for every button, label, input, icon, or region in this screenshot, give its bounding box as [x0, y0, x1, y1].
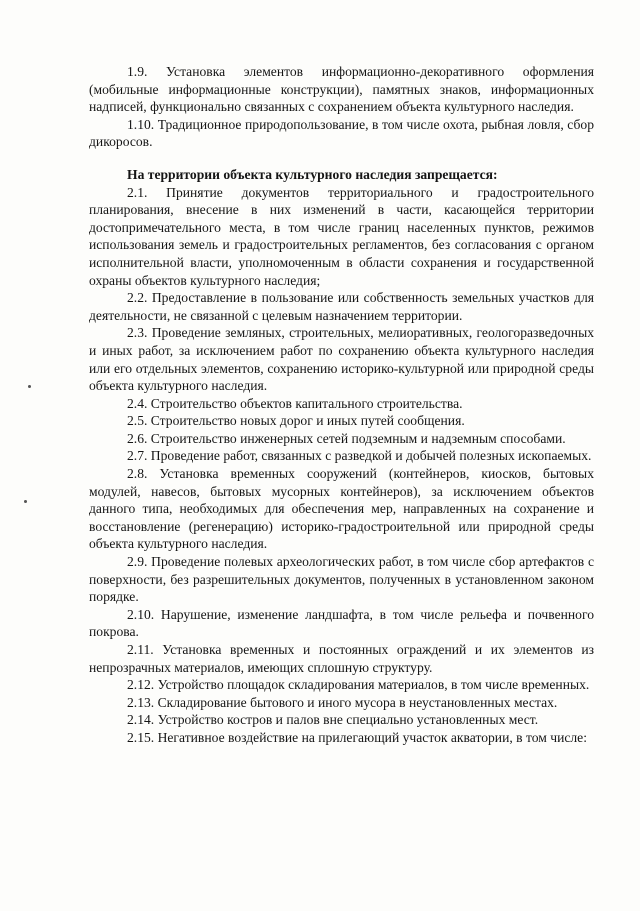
paragraph-2-13: 2.13. Складирование бытового и иного мусора в неустановленных местах.	[127, 694, 558, 710]
paragraph-2-7: 2.7. Проведение работ, связанных с разведкой и добычей полезных ископаемых.	[127, 448, 592, 464]
scan-speck	[24, 500, 27, 503]
paragraph-1-10: 1.10. Традиционное природопользование, в том числе охота, рыбная ловля, сбор дикоросов.	[89, 116, 594, 150]
paragraph-2-6: 2.6. Строительство инженерных сетей подземным и надземным способами.	[127, 430, 566, 446]
paragraph-2-4: 2.4. Строительство объектов капитального строительства.	[127, 395, 463, 411]
paragraph-2-15: 2.15. Негативное воздействие на прилегающий участок акватории, в том числе:	[127, 729, 587, 745]
paragraph-2-2: 2.2. Предоставление в пользование или собственность земельных участков для деятельности, не связанной с целевым назначением территории.	[89, 290, 594, 323]
paragraph-2-1: 2.1. Принятие документов территориального и градостроительного планирования, внесение в них изменений в части, касающейся территории достопримечательного места, в том числе границ населенных пунктов, режимов использования земель и градостроительных регламентов, без согласования с органом исполнительной власти, уполномоченным в области сохранения и государственной охраны объектов культурного наследия;	[89, 184, 594, 288]
paragraph-2-9: 2.9. Проведение полевых археологических работ, в том числе сбор артефактов с поверхности, без разрешительных документов, полученных в установленном законом порядке.	[89, 554, 594, 605]
paragraph-2-5: 2.5. Строительство новых дорог и иных путей сообщения.	[127, 413, 465, 429]
paragraph-2-12: 2.12. Устройство площадок складирования материалов, в том числе временных.	[127, 677, 590, 693]
paragraph-2-10: 2.10. Нарушение, изменение ландшафта, в том числе рельефа и почвенного покрова.	[89, 606, 594, 640]
paragraph-2-3: 2.3. Проведение земляных, строительных, мелиоративных, геологоразведочных и иных работ, за исключением работ по сохранению объекта культурного наследия или его отдельных элементов, сохранению историко-культурной или природной среды объекта культурного наследия.	[89, 325, 594, 394]
section-heading: На территории объекта культурного наследия запрещается:	[127, 166, 498, 182]
paragraph-2-14: 2.14. Устройство костров и палов вне специально установленных мест.	[127, 712, 539, 728]
document-body	[89, 63, 594, 747]
paragraph-2-11: 2.11. Установка временных и постоянных ограждений и их элементов из непрозрачных материалов, имеющих сплошную структуру.	[89, 642, 594, 675]
scan-speck	[28, 385, 31, 388]
paragraph-1-9: 1.9. Установка элементов информационно-декоративного оформления (мобильные информационные конструкции), памятных знаков, информационных надписей, функционально связанных с сохранением объекта культурного наследия.	[89, 64, 594, 115]
paragraph-2-8: 2.8. Установка временных сооружений (контейнеров, киосков, бытовых модулей, навесов, бытовых мусорных контейнеров), за исключением объектов данного типа, необходимых для обеспечения мер, направленных на сохранение и восстановление (регенерацию) историко-градостроительной или природной среды объекта культурного наследия.	[89, 466, 594, 552]
